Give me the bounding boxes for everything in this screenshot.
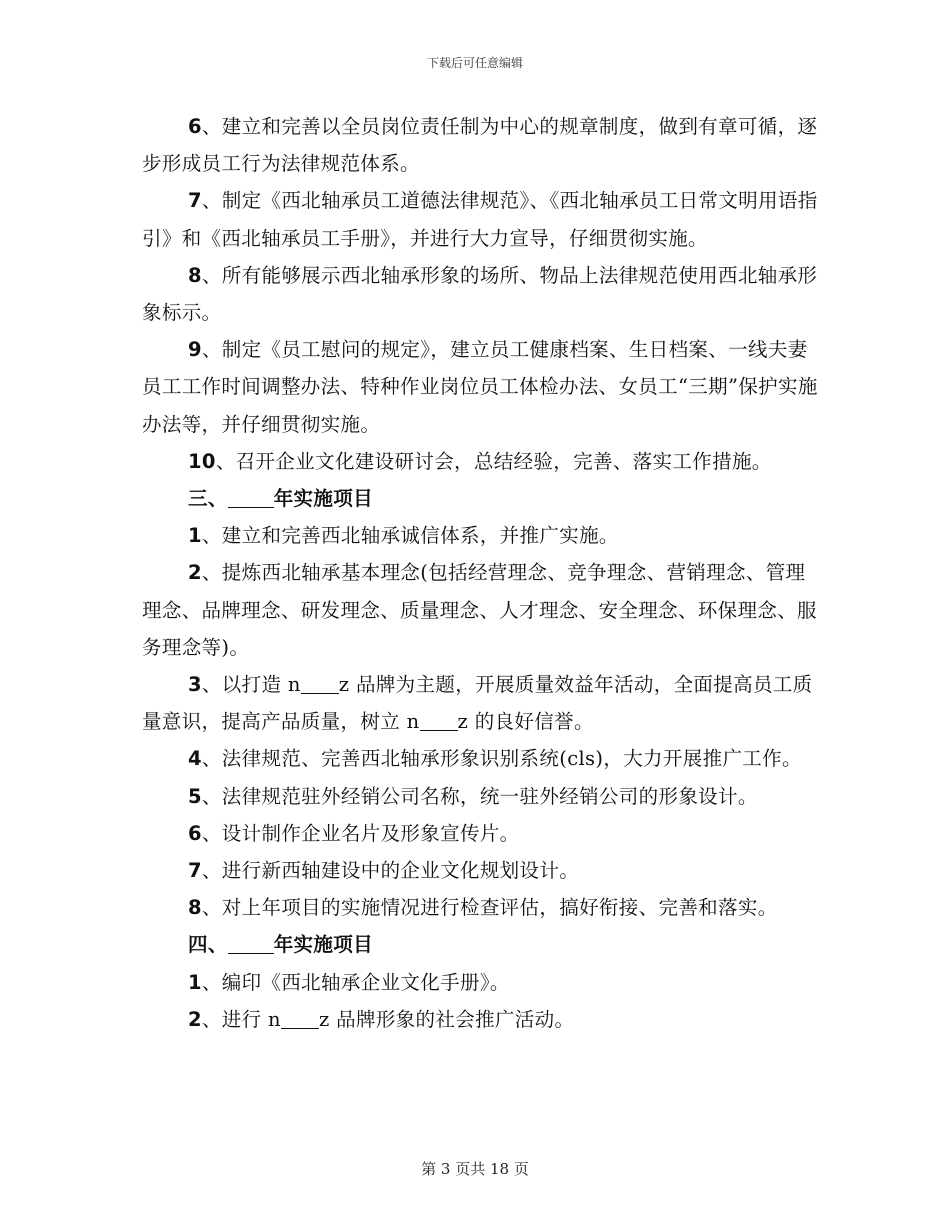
item-text: 制定《员工慰问的规定》，建立员工健康档案、生日档案、一线夫妻员工工作时间调整办法、特种作业岗位员工体检办法、女员工“三期”保护实施办法等，并仔细贯彻实施。: [142, 338, 818, 436]
item-text: 法律规范驻外经销公司名称，统一驻外经销公司的形象设计。: [221, 784, 758, 808]
item-number: 6: [188, 821, 202, 845]
item-text: 进行新西轴建设中的企业文化规划设计。: [221, 859, 580, 883]
item-number: 6: [188, 115, 202, 138]
s3-item-8: 8、对上年项目的实施情况进行检查评估，搞好衔接、完善和落实。: [188, 896, 778, 920]
item-text: 提炼西北轴承基本理念(包括经营理念、竞争理念、营销理念、管理理念、品牌理念、研发理念、质量理念、人才理念、安全理念、环保理念、服务理念等)。: [142, 561, 817, 659]
blank-underline: [281, 1008, 319, 1029]
s3-item-3: 3、以打造 n z 品牌为主题，开展质量效益年活动，全面提高员工质量意识，提高产品质量，树立 n z 的良好信誉。: [142, 673, 813, 734]
item-number: 4: [188, 747, 202, 771]
s3-item-2: 2、提炼西北轴承基本理念(包括经营理念、竞争理念、营销理念、管理理念、品牌理念、研发理念、质量理念、人才理念、安全理念、环保理念、服务理念等)。: [142, 561, 817, 659]
s3-item-6: 6、设计制作企业名片及形象宣传片。: [188, 821, 520, 845]
item-text: 所有能够展示西北轴承形象的场所、物品上法律规范使用西北轴承形象标示。: [142, 263, 818, 325]
item-text: 编印《西北轴承企业文化手册》。: [221, 970, 510, 994]
item-number: 8: [188, 263, 202, 287]
item-text: 召开企业文化建设研讨会，总结经验，完善、落实工作措施。: [235, 449, 772, 473]
item-number: 2: [188, 561, 202, 585]
s3-item-1: 1、建立和完善西北轴承诚信体系，并推广实施。: [188, 524, 619, 548]
item-number: 1: [188, 524, 202, 548]
blank-underline: [228, 934, 274, 955]
list-item-7: 7、制定《西北轴承员工道德法律规范》、《西北轴承员工日常文明用语指引》和《西北轴承员工手册》，并进行大力宣导，仔细贯彻实施。: [142, 189, 818, 250]
item-text: 建立和完善以全员岗位责任制为中心的规章制度，做到有章可循，逐步形成员工行为法律规范体系。: [142, 115, 818, 176]
blank-underline: [420, 711, 458, 732]
page-footer: 第 3 页共 18 页: [421, 1160, 529, 1178]
item-number: 7: [188, 189, 202, 213]
item-number: 5: [188, 784, 202, 808]
item-text: 制定《西北轴承员工道德法律规范》、《西北轴承员工日常文明用语指引》和《西北轴承员工手册》，并进行大力宣导，仔细贯彻实施。: [142, 189, 818, 250]
item-number: 2: [188, 1007, 202, 1031]
page-header: 下载后可任意编辑: [426, 56, 523, 70]
item-number: 10: [188, 449, 216, 473]
section-heading-3: 三、 年实施项目: [188, 487, 373, 511]
item-text: 建立和完善西北轴承诚信体系，并推广实施。: [221, 524, 619, 548]
item-number: 3: [188, 673, 202, 697]
section-heading-4: 四、 年实施项目: [188, 933, 373, 957]
list-item-10: 10、召开企业文化建设研讨会，总结经验，完善、落实工作措施。: [188, 449, 772, 473]
s3-item-4: 4、法律规范、完善西北轴承形象识别系统(cls)，大力开展推广工作。: [188, 747, 802, 771]
item-number: 1: [188, 970, 202, 994]
blank-underline: [301, 674, 339, 695]
document-body: [142, 108, 822, 1038]
s4-item-2: 2、进行 n z 品牌形象的社会推广活动。: [188, 1007, 575, 1031]
item-text: 设计制作企业名片及形象宣传片。: [221, 821, 520, 845]
list-item-9: 9、制定《员工慰问的规定》，建立员工健康档案、生日档案、一线夫妻员工工作时间调整办法、特种作业岗位员工体检办法、女员工“三期”保护实施办法等，并仔细贯彻实施。: [142, 338, 818, 436]
blank-underline: [228, 488, 274, 509]
item-number: 8: [188, 896, 202, 920]
s3-item-7: 7、进行新西轴建设中的企业文化规划设计。: [188, 859, 580, 883]
item-number: 7: [188, 859, 202, 883]
item-number: 9: [188, 338, 202, 362]
list-item-6: 6、建立和完善以全员岗位责任制为中心的规章制度，做到有章可循，逐步形成员工行为法律规范体系。: [142, 115, 818, 176]
item-text: 对上年项目的实施情况进行检查评估，搞好衔接、完善和落实。: [221, 896, 778, 920]
s3-item-5: 5、法律规范驻外经销公司名称，统一驻外经销公司的形象设计。: [188, 784, 758, 808]
s4-item-1: 1、编印《西北轴承企业文化手册》。: [188, 970, 510, 994]
list-item-8: 8、所有能够展示西北轴承形象的场所、物品上法律规范使用西北轴承形象标示。: [142, 263, 818, 325]
item-text: 法律规范、完善西北轴承形象识别系统(cls)，大力开展推广工作。: [221, 747, 802, 771]
